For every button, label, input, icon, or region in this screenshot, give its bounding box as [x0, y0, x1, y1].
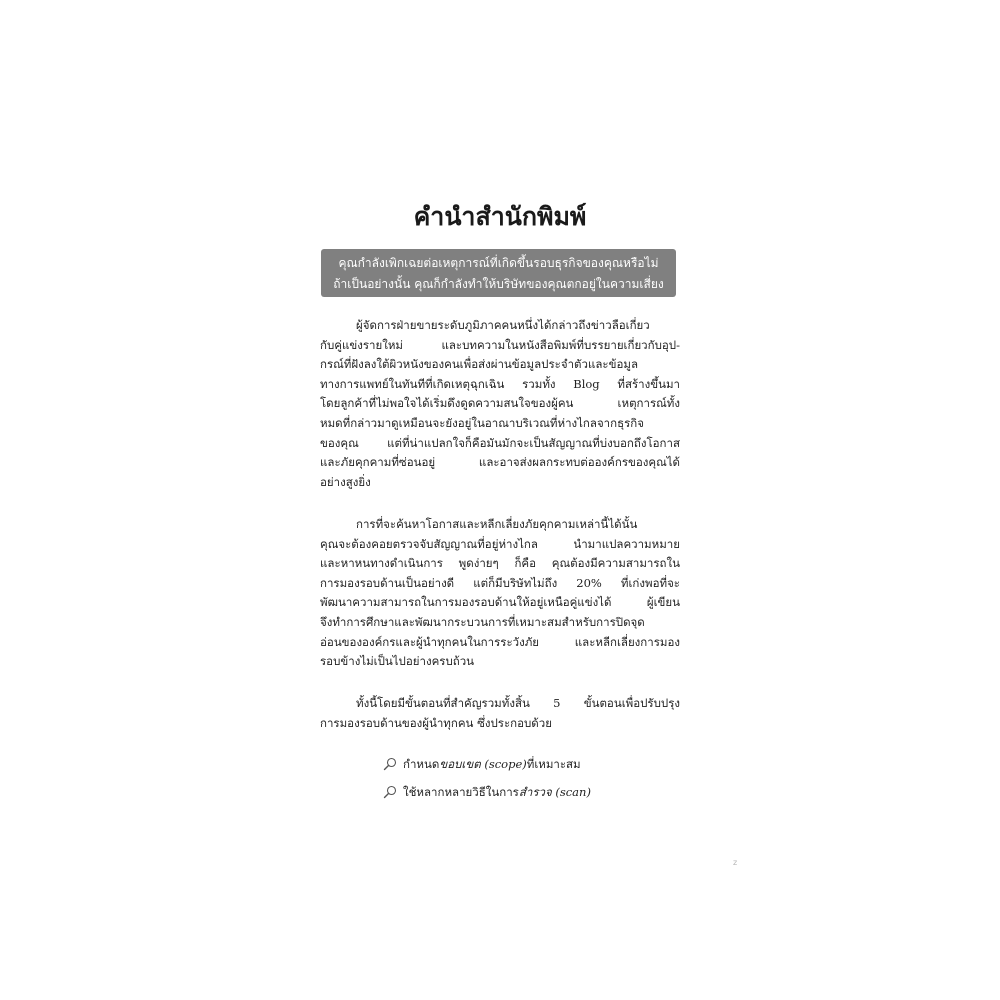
- text-line: การมองรอบด้านของผู้นำทุกคน ซึ่งประกอบด้วย: [320, 715, 552, 730]
- paragraph-1: [320, 316, 680, 492]
- text-line: ทั้งนี้โดยมีขั้นตอนที่สำคัญรวมทั้งสิ้น 5 ขั้นตอนเพื่อปรับปรุง: [356, 696, 680, 710]
- text-line: ทางการแพทย์ในทันทีที่เกิดเหตุฉุกเฉิน รวมทั้ง Blog ที่สร้างขึ้นมา: [320, 376, 680, 391]
- magnifier-icon: [383, 757, 397, 771]
- page-title: คำนำสำนักพิมพ์: [413, 202, 587, 231]
- text-line: รอบข้างไม่เป็นไปอย่างครบถ้วน: [320, 654, 475, 669]
- highlight-banner: [321, 249, 676, 297]
- bullet-text: กำหนด: [403, 757, 440, 771]
- bullet-emphasis: ขอบเขต (scope): [439, 757, 527, 771]
- text-line: โดยลูกค้าที่ไม่พอใจได้เริ่มดึงดูดความสนใจของผู้คน เหตุการณ์ทั้ง: [320, 396, 680, 411]
- bullet-list: [383, 750, 683, 806]
- text-line: กับคู่แข่งรายใหม่ และบทความในหนังสือพิมพ์ที่บรรยายเกี่ยวกับอุป-: [320, 337, 680, 352]
- banner-line: คุณกำลังเพิกเฉยต่อเหตุการณ์ที่เกิดขึ้นรอบธุรกิจของคุณหรือไม่: [338, 256, 659, 270]
- text-line: พัฒนาความสามารถในการมองรอบด้านให้อยู่เหนือคู่แข่งได้ ผู้เขียน: [320, 595, 680, 610]
- text-line: และหาหนทางดำเนินการ พูดง่ายๆ ก็คือ คุณต้องมีความสามารถใน: [320, 556, 680, 571]
- text-line: อย่างสูงยิ่ง: [320, 474, 371, 489]
- bullet-emphasis: สำรวจ (scan): [518, 785, 591, 799]
- text-line: ผู้จัดการฝ่ายขายระดับภูมิภาคคนหนึ่งได้กล่าวถึงข่าวลือเกี่ยว: [356, 318, 650, 332]
- text-line: และภัยคุกคามที่ซ่อนอยู่ และอาจส่งผลกระทบต่อองค์กรของคุณได้: [320, 455, 680, 470]
- list-item: [383, 778, 683, 806]
- bullet-text: ใช้หลากหลายวิธีในการ: [403, 785, 519, 799]
- text-line: หมดที่กล่าวมาดูเหมือนจะยังอยู่ในอาณาบริเวณที่ห่างไกลจากธุรกิจ: [320, 415, 644, 430]
- text-line: การมองรอบด้านเป็นอย่างดี แต่ก็มีบริษัทไม่ถึง 20% ที่เก่งพอที่จะ: [320, 575, 680, 590]
- text-line: การที่จะค้นหาโอกาสและหลีกเลี่ยงภัยคุกคามเหล่านี้ได้นั้น: [356, 517, 638, 531]
- text-line: อ่อนขององค์กรและผู้นำทุกคนในการระวังภัย และหลีกเลี่ยงการมอง: [320, 634, 680, 649]
- text-line: ของคุณ แต่ที่น่าแปลกใจก็คือมันมักจะเป็นสัญญาณที่บ่งบอกถึงโอกาส: [320, 435, 680, 450]
- list-item: [383, 750, 683, 778]
- banner-line: ถ้าเป็นอย่างนั้น คุณก็กำลังทำให้บริษัทของคุณตกอยู่ในความเสี่ยง: [333, 277, 664, 291]
- paragraph-3: [320, 694, 680, 733]
- text-line: กรณ์ที่ฝังลงใต้ผิวหนังของคนเพื่อส่งผ่านข้อมูลประจำตัวและข้อมูล: [320, 357, 638, 372]
- text-line: จึงทำการศึกษาและพัฒนากระบวนการที่เหมาะสมสำหรับการปิดจุด: [320, 614, 645, 629]
- bullet-text: ที่เหมาะสม: [526, 757, 581, 771]
- paragraph-2: [320, 515, 680, 672]
- text-line: คุณจะต้องคอยตรวจจับสัญญาณที่อยู่ห่างไกล นำมาแปลความหมาย: [320, 536, 680, 551]
- page-number: z: [733, 858, 738, 867]
- magnifier-icon: [383, 785, 397, 799]
